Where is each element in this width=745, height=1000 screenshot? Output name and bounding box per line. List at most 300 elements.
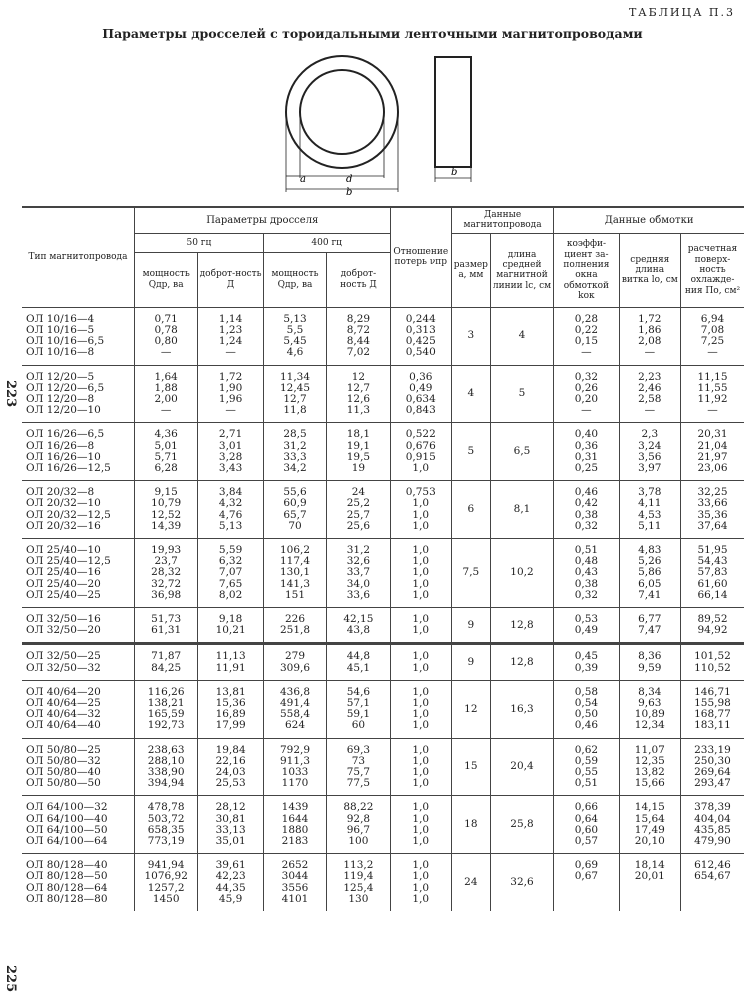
- turn-length-cell: 7,41: [619, 590, 680, 608]
- loss-ratio-cell: 1,0: [390, 498, 451, 509]
- core-type-cell: ОЛ 20/32—10: [22, 498, 134, 509]
- loss-ratio-cell: 1,0: [390, 607, 451, 625]
- turn-length-cell: 13,82: [619, 767, 680, 778]
- table-row: [22, 521, 744, 539]
- power-400-cell: 558,4: [263, 709, 326, 720]
- turn-length-cell: 14,15: [619, 796, 680, 814]
- turn-length-cell: [619, 894, 680, 911]
- table-row: [22, 836, 744, 854]
- turn-length-cell: 2,58: [619, 394, 680, 405]
- loss-ratio-cell: 1,0: [390, 836, 451, 854]
- quality-400-cell: 19,5: [327, 452, 390, 463]
- cool-surface-cell: 110,52: [680, 663, 744, 681]
- loss-ratio-cell: 0,540: [390, 347, 451, 365]
- fill-coef-cell: 0,32: [554, 521, 619, 539]
- quality-400-cell: 12: [327, 365, 390, 383]
- quality-400-cell: 77,5: [327, 778, 390, 796]
- core-type-cell: ОЛ 50/80—50: [22, 778, 134, 796]
- core-type-cell: ОЛ 64/100—64: [22, 836, 134, 854]
- quality-400-cell: 43,8: [327, 625, 390, 644]
- loss-ratio-cell: 1,0: [390, 644, 451, 663]
- fill-coef-cell: 0,31: [554, 452, 619, 463]
- path-length-cell: 10,2: [490, 538, 553, 607]
- loss-ratio-cell: 0,49: [390, 383, 451, 394]
- loss-ratio-cell: 1,0: [390, 825, 451, 836]
- fill-coef-cell: 0,54: [554, 698, 619, 709]
- power-400-cell: 2652: [263, 854, 326, 872]
- quality-400-cell: 8,44: [327, 336, 390, 347]
- quality-400-cell: 59,1: [327, 709, 390, 720]
- cool-surface-cell: 479,90: [680, 836, 744, 854]
- core-size-cell: 3: [451, 307, 490, 365]
- fill-coef-cell: 0,15: [554, 336, 619, 347]
- turn-length-cell: 4,53: [619, 510, 680, 521]
- toroid-core-drawing: [280, 52, 480, 197]
- core-size-cell: 9: [451, 644, 490, 680]
- path-length-cell: 6,5: [490, 423, 553, 481]
- loss-ratio-cell: 1,0: [390, 556, 451, 567]
- table-row: [22, 590, 744, 608]
- fill-coef-cell: 0,69: [554, 854, 619, 872]
- loss-ratio-cell: 1,0: [390, 579, 451, 590]
- cool-surface-cell: 155,98: [680, 698, 744, 709]
- fill-coef-cell: 0,36: [554, 441, 619, 452]
- quality-50-cell: 1,14: [198, 307, 263, 325]
- power-400-cell: 3556: [263, 883, 326, 894]
- quality-50-cell: 1,96: [198, 394, 263, 405]
- quality-400-cell: 125,4: [327, 883, 390, 894]
- power-400-cell: 1439: [263, 796, 326, 814]
- turn-length-cell: 15,64: [619, 814, 680, 825]
- power-400-cell: 5,45: [263, 336, 326, 347]
- turn-length-cell: —: [619, 405, 680, 423]
- cool-surface-cell: —: [680, 405, 744, 423]
- loss-ratio-cell: 1,0: [390, 663, 451, 681]
- table-row: [22, 307, 744, 325]
- cool-surface-cell: 33,66: [680, 498, 744, 509]
- power-400-cell: 12,45: [263, 383, 326, 394]
- cool-surface-cell: 32,25: [680, 481, 744, 499]
- cool-surface-cell: 7,08: [680, 325, 744, 336]
- power-50-cell: 138,21: [134, 698, 197, 709]
- quality-400-cell: 100: [327, 836, 390, 854]
- quality-400-cell: 12,7: [327, 383, 390, 394]
- cool-surface-cell: 89,52: [680, 607, 744, 625]
- turn-length-cell: 3,78: [619, 481, 680, 499]
- core-type-cell: ОЛ 50/80—40: [22, 767, 134, 778]
- fill-coef-cell: 0,42: [554, 498, 619, 509]
- cool-surface-cell: 11,15: [680, 365, 744, 383]
- quality-400-cell: 96,7: [327, 825, 390, 836]
- turn-length-cell: 1,72: [619, 307, 680, 325]
- cool-surface-cell: 37,64: [680, 521, 744, 539]
- power-50-cell: 394,94: [134, 778, 197, 796]
- quality-400-cell: 19,1: [327, 441, 390, 452]
- core-size-cell: 7,5: [451, 538, 490, 607]
- core-type-cell: ОЛ 12/20—10: [22, 405, 134, 423]
- table-row: [22, 567, 744, 578]
- core-type-cell: ОЛ 25/40—16: [22, 567, 134, 578]
- quality-50-cell: 7,65: [198, 579, 263, 590]
- power-50-cell: 192,73: [134, 720, 197, 738]
- core-type-cell: ОЛ 80/128—50: [22, 871, 134, 882]
- turn-length-cell: 3,56: [619, 452, 680, 463]
- core-type-cell: ОЛ 40/64—20: [22, 680, 134, 698]
- path-length-cell: 32,6: [490, 854, 553, 911]
- power-50-cell: 4,36: [134, 423, 197, 441]
- fill-coef-cell: 0,55: [554, 767, 619, 778]
- power-400-cell: 130,1: [263, 567, 326, 578]
- table-row: [22, 663, 744, 681]
- table-row: [22, 556, 744, 567]
- core-type-cell: ОЛ 10/16—4: [22, 307, 134, 325]
- fill-coef-cell: 0,20: [554, 394, 619, 405]
- fill-coef-cell: 0,25: [554, 463, 619, 481]
- power-400-cell: 911,3: [263, 756, 326, 767]
- power-50-cell: 773,19: [134, 836, 197, 854]
- core-type-cell: ОЛ 25/40—10: [22, 538, 134, 556]
- dim-b-label: b: [346, 187, 353, 197]
- quality-50-cell: 7,07: [198, 567, 263, 578]
- quality-50-cell: 1,90: [198, 383, 263, 394]
- turn-length-cell: —: [619, 347, 680, 365]
- power-400-cell: 28,5: [263, 423, 326, 441]
- cool-surface-cell: 250,30: [680, 756, 744, 767]
- quality-50-cell: 9,18: [198, 607, 263, 625]
- power-50-cell: 5,71: [134, 452, 197, 463]
- col-size: размер a, мм: [451, 233, 490, 307]
- cool-surface-cell: 21,97: [680, 452, 744, 463]
- dim-d-label: d: [346, 174, 353, 185]
- turn-length-cell: 12,34: [619, 720, 680, 738]
- turn-length-cell: [619, 883, 680, 894]
- power-400-cell: 1170: [263, 778, 326, 796]
- core-size-cell: 18: [451, 796, 490, 854]
- quality-50-cell: 6,32: [198, 556, 263, 567]
- cool-surface-cell: 404,04: [680, 814, 744, 825]
- core-type-cell: ОЛ 16/26—10: [22, 452, 134, 463]
- quality-50-cell: 1,23: [198, 325, 263, 336]
- quality-50-cell: 11,13: [198, 644, 263, 663]
- fill-coef-cell: 0,28: [554, 307, 619, 325]
- core-type-cell: ОЛ 20/32—12,5: [22, 510, 134, 521]
- col-winding-data: Данные обмотки: [554, 207, 744, 233]
- core-type-cell: ОЛ 16/26—8: [22, 441, 134, 452]
- power-50-cell: 0,71: [134, 307, 197, 325]
- power-400-cell: 3044: [263, 871, 326, 882]
- cool-surface-cell: 11,55: [680, 383, 744, 394]
- turn-length-cell: 9,59: [619, 663, 680, 681]
- table-row: [22, 607, 744, 625]
- quality-50-cell: 3,43: [198, 463, 263, 481]
- fill-coef-cell: 0,38: [554, 510, 619, 521]
- quality-400-cell: 7,02: [327, 347, 390, 365]
- fill-coef-cell: 0,32: [554, 590, 619, 608]
- fill-coef-cell: [554, 883, 619, 894]
- core-type-cell: ОЛ 10/16—6,5: [22, 336, 134, 347]
- turn-length-cell: 5,86: [619, 567, 680, 578]
- table-row: [22, 423, 744, 441]
- cool-surface-cell: 20,31: [680, 423, 744, 441]
- loss-ratio-cell: 1,0: [390, 680, 451, 698]
- turn-length-cell: 12,35: [619, 756, 680, 767]
- power-50-cell: 1,64: [134, 365, 197, 383]
- quality-50-cell: 44,35: [198, 883, 263, 894]
- quality-50-cell: 45,9: [198, 894, 263, 911]
- power-400-cell: 4101: [263, 894, 326, 911]
- cool-surface-cell: 233,19: [680, 738, 744, 756]
- quality-50-cell: 19,84: [198, 738, 263, 756]
- quality-50-cell: 15,36: [198, 698, 263, 709]
- turn-length-cell: 20,10: [619, 836, 680, 854]
- core-type-cell: ОЛ 40/64—40: [22, 720, 134, 738]
- page-title: Параметры дросселей с тороидальными ленточными магнитопроводами: [102, 26, 643, 41]
- core-type-cell: ОЛ 12/20—8: [22, 394, 134, 405]
- quality-50-cell: 8,02: [198, 590, 263, 608]
- core-size-cell: 4: [451, 365, 490, 423]
- quality-400-cell: 75,7: [327, 767, 390, 778]
- power-400-cell: 34,2: [263, 463, 326, 481]
- table-row: [22, 394, 744, 405]
- cool-surface-cell: 23,06: [680, 463, 744, 481]
- table-row: [22, 778, 744, 796]
- fill-coef-cell: 0,38: [554, 579, 619, 590]
- power-50-cell: —: [134, 405, 197, 423]
- col-cool-surface: расчетная поверх-ность охлажде-ния По, см²: [680, 233, 744, 307]
- fill-coef-cell: 0,66: [554, 796, 619, 814]
- quality-400-cell: 73: [327, 756, 390, 767]
- loss-ratio-cell: 1,0: [390, 698, 451, 709]
- power-400-cell: 70: [263, 521, 326, 539]
- loss-ratio-cell: 1,0: [390, 590, 451, 608]
- core-type-cell: ОЛ 10/16—8: [22, 347, 134, 365]
- fill-coef-cell: 0,62: [554, 738, 619, 756]
- core-type-cell: ОЛ 20/32—16: [22, 521, 134, 539]
- core-type-cell: ОЛ 64/100—32: [22, 796, 134, 814]
- table-row: [22, 796, 744, 814]
- loss-ratio-cell: 1,0: [390, 894, 451, 911]
- cool-surface-cell: 54,43: [680, 556, 744, 567]
- quality-400-cell: 33,6: [327, 590, 390, 608]
- table-row: [22, 463, 744, 481]
- path-length-cell: 8,1: [490, 481, 553, 539]
- quality-400-cell: 34,0: [327, 579, 390, 590]
- col-quality-400: доброт-ность Д: [327, 252, 390, 307]
- quality-50-cell: 3,28: [198, 452, 263, 463]
- core-type-cell: ОЛ 25/40—20: [22, 579, 134, 590]
- cool-surface-cell: 612,46: [680, 854, 744, 872]
- toroid-side-view: [435, 57, 471, 182]
- core-type-cell: ОЛ 50/80—25: [22, 738, 134, 756]
- quality-50-cell: 39,61: [198, 854, 263, 872]
- loss-ratio-cell: 1,0: [390, 814, 451, 825]
- quality-400-cell: 130: [327, 894, 390, 911]
- power-400-cell: 65,7: [263, 510, 326, 521]
- quality-400-cell: 18,1: [327, 423, 390, 441]
- power-50-cell: 503,72: [134, 814, 197, 825]
- cool-surface-cell: 35,36: [680, 510, 744, 521]
- table-row: [22, 441, 744, 452]
- turn-length-cell: 6,05: [619, 579, 680, 590]
- table-row: [22, 871, 744, 882]
- loss-ratio-cell: 1,0: [390, 538, 451, 556]
- power-50-cell: 116,26: [134, 680, 197, 698]
- power-50-cell: 32,72: [134, 579, 197, 590]
- core-type-cell: ОЛ 32/50—16: [22, 607, 134, 625]
- power-50-cell: 84,25: [134, 663, 197, 681]
- turn-length-cell: 5,26: [619, 556, 680, 567]
- power-50-cell: 5,01: [134, 441, 197, 452]
- power-50-cell: 288,10: [134, 756, 197, 767]
- turn-length-cell: 17,49: [619, 825, 680, 836]
- table-row: [22, 579, 744, 590]
- cool-surface-cell: 21,04: [680, 441, 744, 452]
- fill-coef-cell: 0,60: [554, 825, 619, 836]
- loss-ratio-cell: 1,0: [390, 871, 451, 882]
- cool-surface-cell: 11,92: [680, 394, 744, 405]
- loss-ratio-cell: 1,0: [390, 463, 451, 481]
- choke-parameters-table: [22, 206, 744, 911]
- quality-400-cell: 45,1: [327, 663, 390, 681]
- loss-ratio-cell: 1,0: [390, 567, 451, 578]
- cool-surface-cell: 183,11: [680, 720, 744, 738]
- quality-50-cell: 35,01: [198, 836, 263, 854]
- quality-400-cell: 69,3: [327, 738, 390, 756]
- cool-surface-cell: 7,25: [680, 336, 744, 347]
- power-400-cell: 1644: [263, 814, 326, 825]
- cool-surface-cell: 57,83: [680, 567, 744, 578]
- quality-400-cell: 54,6: [327, 680, 390, 698]
- turn-length-cell: 2,08: [619, 336, 680, 347]
- loss-ratio-cell: 0,843: [390, 405, 451, 423]
- col-fill-coef: коэффи-циент за-полнения окна обмоткой kок: [554, 233, 619, 307]
- quality-400-cell: 33,7: [327, 567, 390, 578]
- col-50hz: 50 гц: [134, 233, 263, 252]
- quality-50-cell: 16,89: [198, 709, 263, 720]
- cool-surface-cell: 51,95: [680, 538, 744, 556]
- core-type-cell: ОЛ 20/32—8: [22, 481, 134, 499]
- table-row: [22, 883, 744, 894]
- power-50-cell: 1257,2: [134, 883, 197, 894]
- core-type-cell: ОЛ 40/64—25: [22, 698, 134, 709]
- power-400-cell: 1033: [263, 767, 326, 778]
- quality-400-cell: 44,8: [327, 644, 390, 663]
- cool-surface-cell: 654,67: [680, 871, 744, 882]
- power-400-cell: 5,5: [263, 325, 326, 336]
- table-row: [22, 325, 744, 336]
- power-400-cell: 309,6: [263, 663, 326, 681]
- loss-ratio-cell: 1,0: [390, 796, 451, 814]
- loss-ratio-cell: 1,0: [390, 854, 451, 872]
- quality-400-cell: 32,6: [327, 556, 390, 567]
- page-number-bottom: 225: [3, 965, 18, 993]
- power-50-cell: 9,15: [134, 481, 197, 499]
- cool-surface-cell: 146,71: [680, 680, 744, 698]
- cool-surface-cell: 293,47: [680, 778, 744, 796]
- loss-ratio-cell: 0,313: [390, 325, 451, 336]
- power-50-cell: 165,59: [134, 709, 197, 720]
- cool-surface-cell: 269,64: [680, 767, 744, 778]
- power-400-cell: 55,6: [263, 481, 326, 499]
- power-50-cell: 12,52: [134, 510, 197, 521]
- path-length-cell: 12,8: [490, 644, 553, 680]
- power-400-cell: 31,2: [263, 441, 326, 452]
- table-row: [22, 538, 744, 556]
- table-row: [22, 498, 744, 509]
- power-400-cell: 33,3: [263, 452, 326, 463]
- power-400-cell: 5,13: [263, 307, 326, 325]
- power-50-cell: 658,35: [134, 825, 197, 836]
- core-type-cell: ОЛ 16/26—6,5: [22, 423, 134, 441]
- quality-50-cell: 24,03: [198, 767, 263, 778]
- quality-400-cell: 42,15: [327, 607, 390, 625]
- power-400-cell: 226: [263, 607, 326, 625]
- core-type-cell: ОЛ 12/20—5: [22, 365, 134, 383]
- fill-coef-cell: 0,58: [554, 680, 619, 698]
- turn-length-cell: 4,11: [619, 498, 680, 509]
- power-400-cell: 141,3: [263, 579, 326, 590]
- power-50-cell: 941,94: [134, 854, 197, 872]
- loss-ratio-cell: 1,0: [390, 738, 451, 756]
- core-type-cell: ОЛ 50/80—32: [22, 756, 134, 767]
- power-400-cell: 11,34: [263, 365, 326, 383]
- core-type-cell: ОЛ 64/100—40: [22, 814, 134, 825]
- fill-coef-cell: —: [554, 405, 619, 423]
- power-50-cell: 238,63: [134, 738, 197, 756]
- power-50-cell: 36,98: [134, 590, 197, 608]
- power-400-cell: 1880: [263, 825, 326, 836]
- power-400-cell: 12,7: [263, 394, 326, 405]
- table-row: [22, 738, 744, 756]
- fill-coef-cell: 0,39: [554, 663, 619, 681]
- table-section-2: [22, 644, 744, 911]
- fill-coef-cell: 0,43: [554, 567, 619, 578]
- table-row: [22, 510, 744, 521]
- quality-50-cell: 5,59: [198, 538, 263, 556]
- quality-400-cell: 31,2: [327, 538, 390, 556]
- power-50-cell: 6,28: [134, 463, 197, 481]
- quality-50-cell: 3,01: [198, 441, 263, 452]
- loss-ratio-cell: 0,753: [390, 481, 451, 499]
- fill-coef-cell: 0,40: [554, 423, 619, 441]
- power-400-cell: 117,4: [263, 556, 326, 567]
- table-row: [22, 680, 744, 698]
- core-type-cell: ОЛ 16/26—12,5: [22, 463, 134, 481]
- turn-length-cell: 1,86: [619, 325, 680, 336]
- core-type-cell: ОЛ 40/64—32: [22, 709, 134, 720]
- power-50-cell: 14,39: [134, 521, 197, 539]
- table-label: ТАБЛИЦА П.3: [628, 6, 735, 19]
- loss-ratio-cell: 1,0: [390, 778, 451, 796]
- table-row: [22, 365, 744, 383]
- core-type-cell: ОЛ 80/128—64: [22, 883, 134, 894]
- fill-coef-cell: 0,46: [554, 481, 619, 499]
- table-row: [22, 336, 744, 347]
- quality-400-cell: 113,2: [327, 854, 390, 872]
- power-50-cell: 1,88: [134, 383, 197, 394]
- power-50-cell: 19,93: [134, 538, 197, 556]
- fill-coef-cell: —: [554, 347, 619, 365]
- core-type-cell: ОЛ 10/16—5: [22, 325, 134, 336]
- power-400-cell: 60,9: [263, 498, 326, 509]
- quality-400-cell: 19: [327, 463, 390, 481]
- cool-surface-cell: 66,14: [680, 590, 744, 608]
- turn-length-cell: 6,77: [619, 607, 680, 625]
- loss-ratio-cell: 1,0: [390, 720, 451, 738]
- quality-50-cell: 4,32: [198, 498, 263, 509]
- quality-400-cell: 24: [327, 481, 390, 499]
- cool-surface-cell: 94,92: [680, 625, 744, 644]
